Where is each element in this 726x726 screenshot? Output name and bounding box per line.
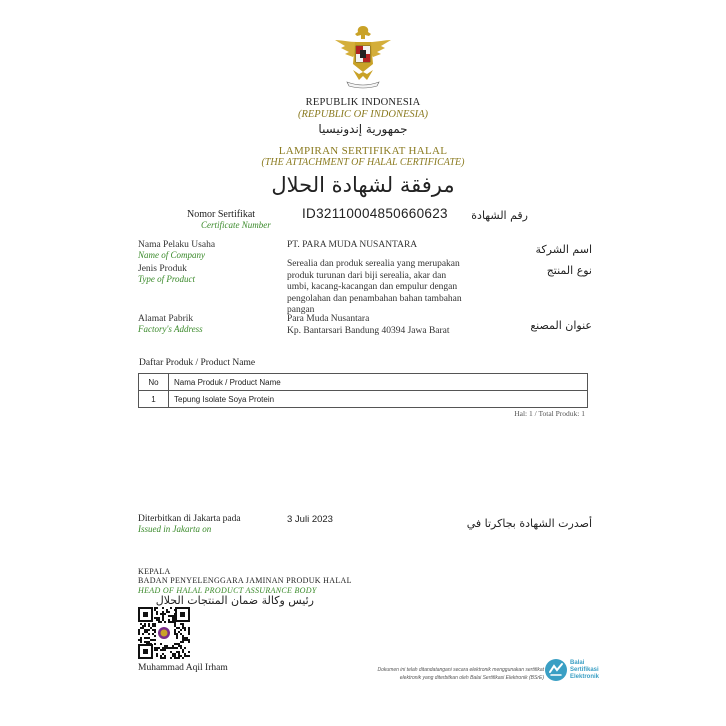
factory-line: Kp. Bantarsari Bandung 40394 Jawa Barat [287, 325, 450, 336]
product-type-line: pangan [287, 305, 315, 315]
country-name-en: (REPUBLIC OF INDONESIA) [297, 109, 429, 120]
table-row [139, 391, 588, 408]
signatory-agency: BADAN PENYELENGGARA JAMINAN PRODUK HALAL [138, 576, 352, 585]
factory-value [287, 314, 507, 337]
signer-name: Muhammad Aqil Irham [138, 663, 228, 673]
document-title-ar: مرفقة لشهادة الحلال [271, 173, 455, 197]
document-title-en: (THE ATTACHMENT OF HALAL CERTIFICATE) [261, 157, 465, 168]
company-label: Nama Pelaku Usaha [138, 240, 216, 250]
country-name-ar: جمهورية إندونيسيا [318, 122, 408, 136]
issued-label: Diterbitkan di Jakarta pada [138, 514, 241, 524]
e-signature-note [364, 666, 544, 682]
issued-label-en: Issued in Jakarta on [138, 524, 212, 534]
product-name: Tepung Isolate Soya Protein [169, 391, 588, 408]
e-signature-note-line: Dokumen ini telah ditandatangani secara elektronik menggunakan sertifikat [377, 667, 544, 673]
company-value: PT. PARA MUDA NUSANTARA [287, 240, 418, 250]
company-label-ar: اسم الشركة [535, 243, 592, 256]
column-header-name: Nama Produk / Product Name [169, 374, 588, 391]
company-label-en: Name of Company [138, 250, 205, 260]
product-type-line: produk turunan dari biji serealia, akar dan [287, 270, 447, 281]
country-name: REPUBLIK INDONESIA [305, 97, 421, 108]
products-title: Daftar Produk / Product Name [139, 358, 256, 368]
product-type-label: Jenis Produk [138, 264, 187, 274]
table-header-row [139, 374, 588, 391]
products-total: Hal: 1 / Total Produk: 1 [514, 409, 585, 418]
signatory-agency-en: HEAD OF HALAL PRODUCT ASSURANCE BODY [138, 586, 317, 595]
product-type-line: pengolahan dan penambahan bahan tambahan [287, 293, 462, 304]
factory-label-en: Factory's Address [138, 324, 203, 334]
product-type-line: Serealia dan produk serealia yang merupakan [287, 259, 460, 269]
bsre-text-line: Elektronik [570, 674, 600, 680]
certificate-number-label-en: Certificate Number [201, 220, 271, 230]
product-type-label-ar: نوع المنتج [546, 264, 592, 277]
issued-date: 3 Juli 2023 [287, 514, 333, 525]
product-type-value [287, 259, 507, 317]
bsre-text-line: Sertifikasi [570, 667, 599, 673]
garuda-emblem-icon [331, 22, 395, 90]
certificate-number-label-ar: رقم الشهادة [471, 209, 528, 222]
certificate-number-label: Nomor Sertifikat [187, 209, 256, 220]
product-type-label-en: Type of Product [138, 274, 195, 284]
qr-code-icon [138, 607, 190, 659]
factory-label-ar: عنوان المصنع [530, 319, 592, 332]
bsre-logo-text [570, 660, 599, 681]
bsre-text-line: Balai [570, 660, 585, 666]
product-type-line: umbi, kacang-kacangan dan empulur dengan [287, 282, 458, 292]
signatory-title: KEPALA [138, 567, 171, 576]
factory-line: Para Muda Nusantara [287, 314, 370, 324]
issued-label-ar: أصدرت الشهادة بجاكرتا في [466, 517, 592, 530]
products-table [138, 373, 588, 408]
certificate-number: ID32110004850660623 [302, 206, 448, 221]
bsre-logo-icon [544, 658, 568, 682]
product-no: 1 [139, 391, 169, 408]
factory-label: Alamat Pabrik [138, 314, 194, 324]
column-header-no: No [139, 374, 169, 391]
document-title: LAMPIRAN SERTIFIKAT HALAL [278, 145, 448, 157]
signatory-agency-ar: رئيس وكالة ضمان المنتجات الحلال [155, 594, 314, 607]
e-signature-note-line: elektronik yang diterbitkan oleh Balai Sertifikasi Elektronik (BSrE) [399, 675, 544, 681]
